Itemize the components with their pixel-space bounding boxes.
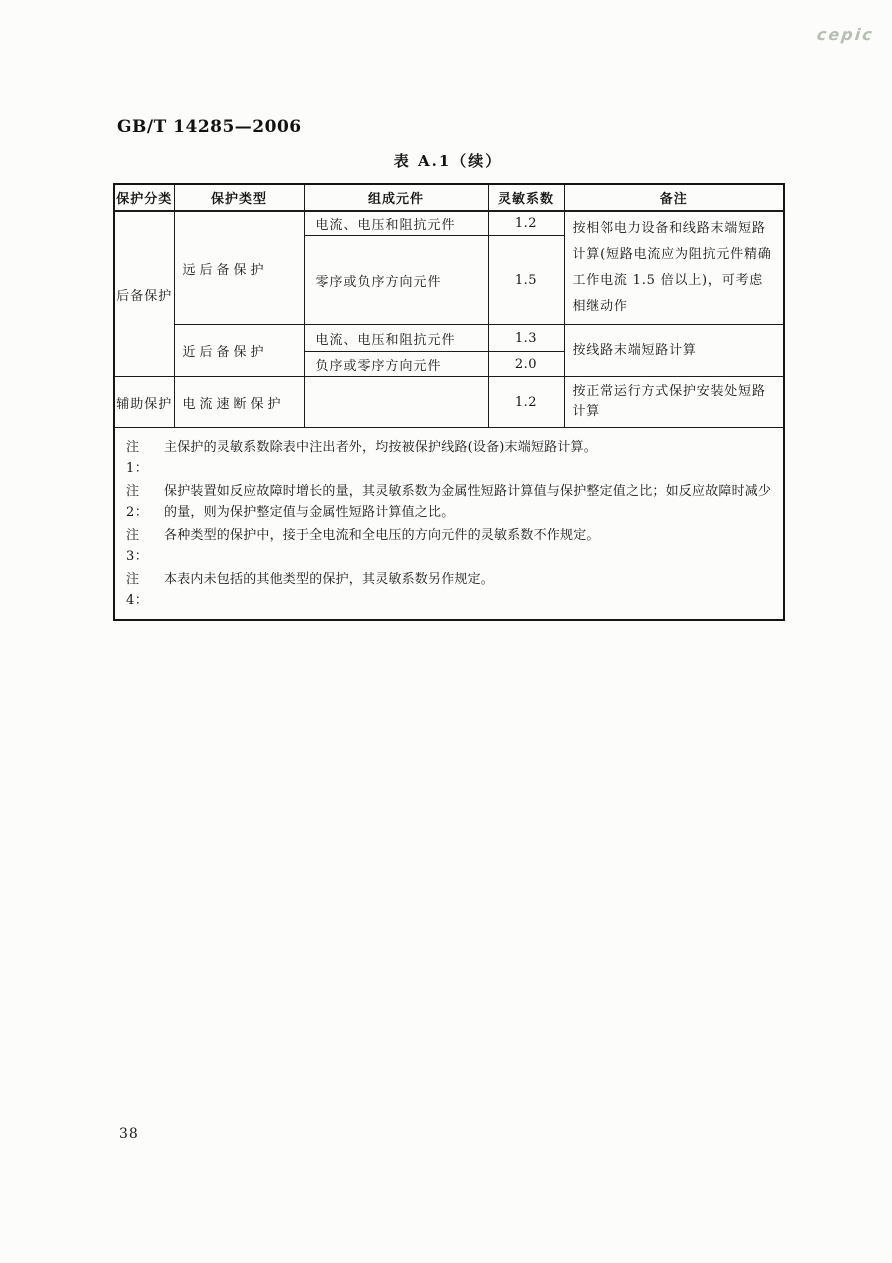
- cell-component-r2: 零序或负序方向元件: [304, 236, 488, 325]
- cell-remark-auxiliary: 按正常运行方式保护安装处短路计算: [564, 377, 784, 428]
- col-header-protection-type: 保护类型: [174, 184, 304, 211]
- note-label: 注 3：: [126, 528, 149, 564]
- note-item: [126, 481, 773, 523]
- standard-code: GB/T 14285—2006: [117, 117, 302, 137]
- table-row: [114, 211, 784, 236]
- table-title: 表 A.1（续）: [393, 152, 503, 170]
- note-text: 各种类型的保护中，接于全电流和全电压的方向元件的灵敏系数不作规定。: [164, 528, 600, 543]
- note-item: [126, 569, 773, 611]
- table-row: [114, 377, 784, 428]
- cell-factor-r2: 1.5: [488, 236, 564, 325]
- table-notes-row: [114, 428, 784, 621]
- col-header-remark: 备注: [564, 184, 784, 211]
- cell-factor-r3: 1.3: [488, 325, 564, 352]
- col-header-component: 组成元件: [304, 184, 488, 211]
- cell-remark-remote-backup: 按相邻电力设备和线路末端短路计算(短路电流应为阻抗元件精确工作电流 1.5 倍以上)，可考虑相继动作: [564, 211, 784, 325]
- cell-type-remote-backup: 远后备保护: [174, 211, 304, 325]
- table-row: [114, 325, 784, 352]
- cell-component-r5: [304, 377, 488, 428]
- cell-type-current-quickbreak: 电流速断保护: [174, 377, 304, 428]
- cell-factor-r1: 1.2: [488, 211, 564, 236]
- note-item: [126, 525, 773, 567]
- cell-component-r4: 负序或零序方向元件: [304, 352, 488, 377]
- notes-section: [114, 428, 784, 621]
- cell-remark-local-backup: 按线路末端短路计算: [564, 325, 784, 377]
- col-header-protection-category: 保护分类: [114, 184, 174, 211]
- cepic-logo: cepic: [816, 25, 875, 44]
- note-label: 注 1：: [126, 440, 149, 476]
- note-label: 注 2：: [126, 484, 149, 520]
- cell-type-local-backup: 近后备保护: [174, 325, 304, 377]
- note-text: 本表内未包括的其他类型的保护，其灵敏系数另作规定。: [164, 572, 495, 587]
- cell-category-auxiliary: 辅助保护: [114, 377, 174, 428]
- page-number: 38: [119, 1126, 139, 1142]
- table-header-row: [114, 184, 784, 211]
- cell-component-r1: 电流、电压和阻抗元件: [304, 211, 488, 236]
- protection-sensitivity-table: [113, 183, 785, 621]
- cell-component-r3: 电流、电压和阻抗元件: [304, 325, 488, 352]
- note-item: [126, 437, 773, 479]
- note-text: 保护装置如反应故障时增长的量，其灵敏系数为金属性短路计算值与保护整定值之比；如反应故障时减少的量，则为保护整定值与金属性短路计算值之比。: [164, 484, 772, 520]
- cell-factor-r5: 1.2: [488, 377, 564, 428]
- note-text: 主保护的灵敏系数除表中注出者外，均按被保护线路(设备)末端短路计算。: [164, 440, 597, 455]
- note-label: 注 4：: [126, 572, 149, 608]
- col-header-sensitivity-factor: 灵敏系数: [488, 184, 564, 211]
- cell-factor-r4: 2.0: [488, 352, 564, 377]
- cell-category-backup: 后备保护: [114, 211, 174, 377]
